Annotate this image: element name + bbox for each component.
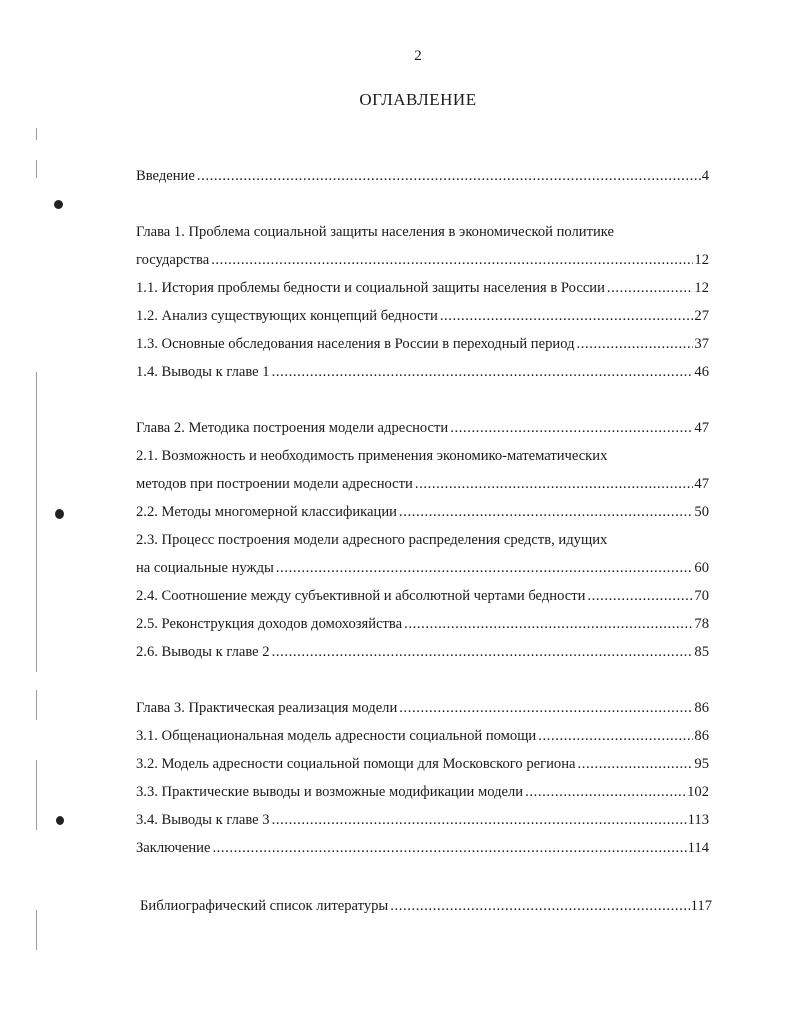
toc-entry	[136, 754, 709, 774]
toc-entry	[136, 362, 709, 382]
toc-entry-page: 12	[694, 252, 709, 268]
toc-leader-dots	[538, 726, 693, 746]
toc-entry-page: 47	[694, 476, 709, 492]
binder-hole-mark	[55, 509, 64, 519]
toc-entry-page: 113	[687, 812, 709, 828]
toc-entry-title: 2.6. Выводы к главе 2	[136, 644, 270, 660]
page-number: 2	[414, 48, 422, 64]
scan-margin-line	[36, 372, 37, 672]
toc-entry	[136, 642, 709, 662]
toc-entry-title: Глава 3. Практическая реализация модели	[136, 700, 398, 716]
toc-leader-dots	[587, 586, 693, 606]
toc-entry-title-line1: 2.3. Процесс построения модели адресного распределения средств, идущих	[136, 532, 608, 548]
binder-hole-mark	[54, 200, 63, 209]
scan-margin-line	[36, 910, 37, 950]
toc-entry-page: 85	[694, 644, 709, 660]
toc-entry	[136, 810, 709, 830]
toc-entry-title: 1.4. Выводы к главе 1	[136, 364, 270, 380]
toc-entry-page: 46	[694, 364, 709, 380]
toc-entry	[136, 250, 709, 270]
toc-leader-dots	[272, 362, 694, 382]
toc-entry	[136, 306, 709, 326]
toc-entry	[136, 334, 709, 354]
toc-entry-page: 70	[694, 588, 709, 604]
toc-entry	[136, 586, 709, 606]
toc-entry-page: 12	[694, 280, 709, 296]
toc-leader-dots	[450, 418, 693, 438]
toc-entry-page: 95	[694, 756, 709, 772]
toc-entry	[136, 474, 709, 494]
toc-leader-dots	[607, 278, 693, 298]
toc-heading: ОГЛАВЛЕНИЕ	[359, 90, 477, 109]
toc-leader-dots	[212, 838, 686, 858]
toc-leader-dots	[415, 474, 694, 494]
toc-entry-page: 102	[687, 784, 709, 800]
toc-entry	[136, 166, 709, 186]
toc-entry-title: 2.4. Соотношение между субъективной и абсолютной чертами бедности	[136, 588, 586, 604]
toc-entry	[140, 896, 712, 916]
toc-entry	[136, 838, 709, 858]
toc-entry	[136, 698, 709, 718]
binder-hole-mark	[56, 816, 64, 825]
toc-entry-title: 1.2. Анализ существующих концепций бедности	[136, 308, 438, 324]
toc-entry-page: 86	[694, 728, 709, 744]
toc-entry	[136, 558, 709, 578]
toc-entry-title: 1.1. История проблемы бедности и социальной защиты населения в России	[136, 280, 605, 296]
toc-entry-title: 1.3. Основные обследования населения в России в переходный период	[136, 336, 575, 352]
toc-entry-title-line1: 2.1. Возможность и необходимость применения экономико-математических	[136, 448, 608, 464]
toc-leader-dots	[276, 558, 694, 578]
toc-leader-dots	[399, 502, 693, 522]
toc-entry	[136, 726, 709, 746]
toc-entry-title: 3.4. Выводы к главе 3	[136, 812, 270, 828]
toc-entry-title: Введение	[136, 168, 195, 184]
scan-margin-line	[36, 690, 37, 720]
scan-margin-line	[36, 128, 37, 140]
toc-leader-dots	[390, 896, 689, 916]
toc-entry-title: Библиографический список литературы	[140, 898, 389, 914]
toc-leader-dots	[272, 810, 687, 830]
toc-entry	[136, 782, 709, 802]
toc-entry	[136, 418, 709, 438]
toc-entry-page: 78	[694, 616, 709, 632]
toc-leader-dots	[399, 698, 693, 718]
toc-leader-dots	[197, 166, 701, 186]
toc-leader-dots	[578, 754, 694, 774]
toc-entry	[136, 278, 709, 298]
toc-entry-page: 86	[694, 700, 709, 716]
toc-entry-page: 4	[701, 168, 709, 184]
toc-leader-dots	[272, 642, 694, 662]
toc-entry-title: 3.2. Модель адресности социальной помощи для Московского региона	[136, 756, 576, 772]
toc-entry-title: на социальные нужды	[136, 560, 274, 576]
toc-entry-title: 2.5. Реконструкция доходов домохозяйства	[136, 616, 403, 632]
toc-entry	[136, 614, 709, 634]
toc-leader-dots	[577, 334, 694, 354]
toc-entry-title: 3.3. Практические выводы и возможные модификации модели	[136, 784, 524, 800]
toc-entry-page: 50	[694, 504, 709, 520]
toc-entry-title: 2.2. Методы многомерной классификации	[136, 504, 397, 520]
toc-leader-dots	[525, 782, 686, 802]
toc-entry-title: методов при построении модели адресности	[136, 476, 413, 492]
toc-leader-dots	[440, 306, 694, 326]
toc-entry	[136, 502, 709, 522]
scan-margin-line	[36, 760, 37, 830]
toc-entry-title-line1: Глава 1. Проблема социальной защиты населения в экономической политике	[136, 224, 615, 240]
toc-entry-page: 37	[694, 336, 709, 352]
toc-entry-page: 60	[694, 560, 709, 576]
toc-leader-dots	[404, 614, 693, 634]
toc-entry-title: 3.1. Общенациональная модель адресности социальной помощи	[136, 728, 537, 744]
toc-entry-title: Глава 2. Методика построения модели адресности	[136, 420, 449, 436]
toc-entry-title: Заключение	[136, 840, 211, 856]
toc-leader-dots	[211, 250, 693, 270]
scan-margin-line	[36, 160, 37, 178]
toc-entry-page: 117	[690, 898, 712, 914]
toc-entry-title: государства	[136, 252, 210, 268]
toc-entry-page: 27	[694, 308, 709, 324]
toc-entry-page: 114	[687, 840, 709, 856]
toc-entry-page: 47	[694, 420, 709, 436]
